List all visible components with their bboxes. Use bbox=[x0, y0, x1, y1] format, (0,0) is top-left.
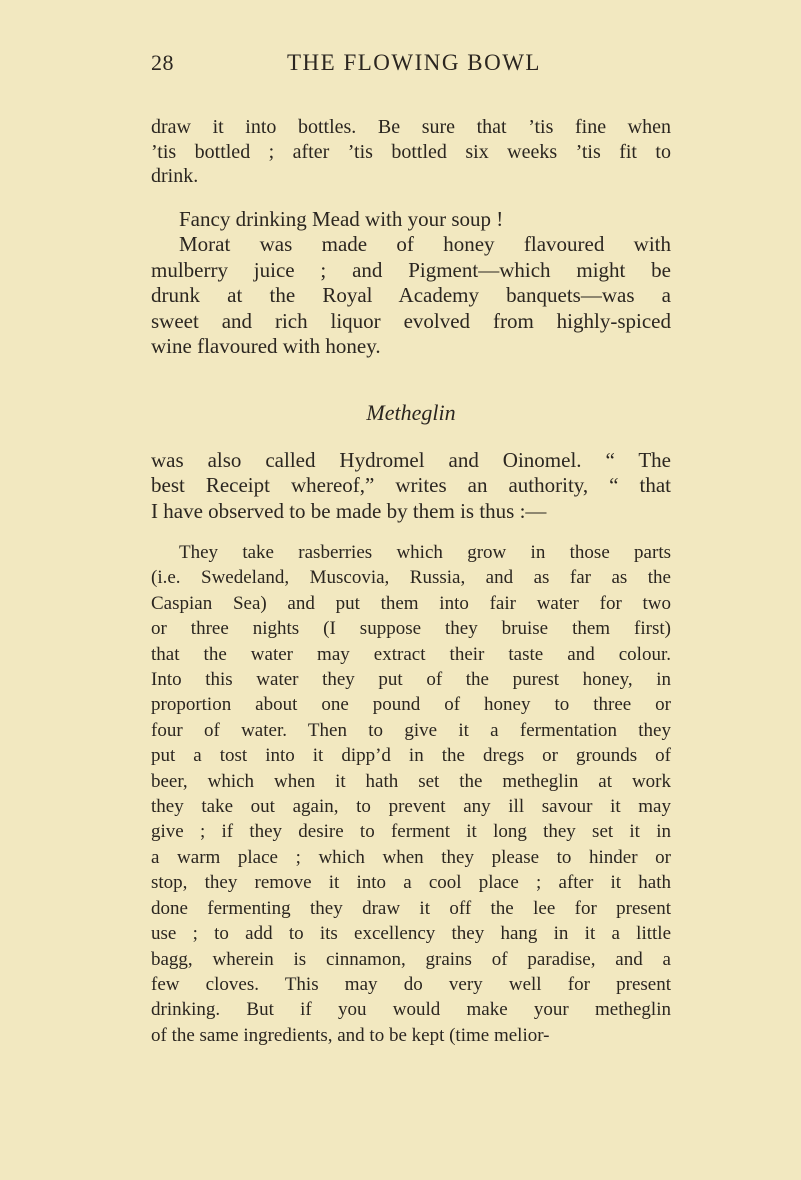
text-line: drunk at the Royal Academy banquets—was a bbox=[151, 283, 671, 307]
text-line: mulberry juice ; and Pigment—which might be bbox=[151, 257, 671, 282]
text-line: give ; if they desire to ferment it long they set it in bbox=[151, 821, 671, 843]
text-line: use ; to add to its excellency they hang in it a little bbox=[151, 923, 671, 945]
text-line: They take rasberries which grow in those parts bbox=[179, 542, 671, 563]
text-line: Morat was made of honey flavoured with bbox=[179, 232, 671, 256]
section-heading: Metheglin bbox=[366, 399, 456, 425]
text-line: wine flavoured with honey. bbox=[151, 334, 381, 358]
text-line: few cloves. This may do very well for present bbox=[151, 973, 671, 995]
text-line: drink. bbox=[151, 165, 199, 187]
quoted-receipt bbox=[151, 540, 671, 1048]
text-line: a warm place ; which when they please to hinder or bbox=[151, 846, 671, 868]
text-line: Into this water they put of the purest honey, in bbox=[151, 669, 671, 691]
text-line: put a tost into it dipp’d in the dregs or grounds of bbox=[151, 745, 671, 767]
paragraph-morat-pigment bbox=[151, 232, 671, 360]
text-line: I have observed to be made by them is thus :— bbox=[151, 498, 547, 523]
text-line: or three nights (I suppose they bruise them first) bbox=[151, 618, 671, 640]
text-line: sweet and rich liquor evolved from highly-spiced bbox=[151, 308, 671, 333]
text-line: beer, which when it hath set the metheglin at work bbox=[151, 770, 671, 792]
text-line: was also called Hydromel and Oinomel. “ The bbox=[151, 447, 671, 472]
paragraph-mead-soup bbox=[151, 207, 671, 233]
running-title: THE FLOWING BOWL bbox=[287, 50, 541, 75]
text-line: best Receipt whereof,” writes an authority, “ that bbox=[151, 473, 671, 497]
text-line: ’tis bottled ; after ’tis bottled six weeks ’tis fit to bbox=[151, 140, 671, 163]
text-line: stop, they remove it into a cool place ; after it hath bbox=[151, 872, 671, 894]
text-line: four of water. Then to give it a fermentation they bbox=[151, 719, 671, 741]
text-line: of the same ingredients, and to be kept (time melior- bbox=[151, 1024, 550, 1046]
text-line: proportion about one pound of honey to three or bbox=[151, 694, 671, 716]
text-line: Caspian Sea) and put them into fair water for two bbox=[151, 592, 671, 614]
text-line: drinking. But if you would make your metheglin bbox=[151, 999, 671, 1021]
page-body bbox=[151, 115, 671, 1048]
text-line: that the water may extract their taste and colour. bbox=[151, 643, 671, 665]
text-line: draw it into bottles. Be sure that ’tis fine when bbox=[151, 116, 671, 138]
paragraph-bottling bbox=[151, 115, 671, 189]
text-line: they take out again, to prevent any ill savour it may bbox=[151, 796, 671, 818]
text-line: bagg, wherein is cinnamon, grains of paradise, and a bbox=[151, 948, 671, 970]
page-header bbox=[151, 50, 671, 86]
text-line: Fancy drinking Mead with your soup ! bbox=[179, 206, 504, 231]
page-number: 28 bbox=[151, 50, 174, 75]
text-line: done fermenting they draw it off the lee for present bbox=[151, 897, 671, 919]
text-line: (i.e. Swedeland, Muscovia, Russia, and as far as the bbox=[151, 567, 671, 589]
paragraph-metheglin-intro bbox=[151, 448, 671, 525]
